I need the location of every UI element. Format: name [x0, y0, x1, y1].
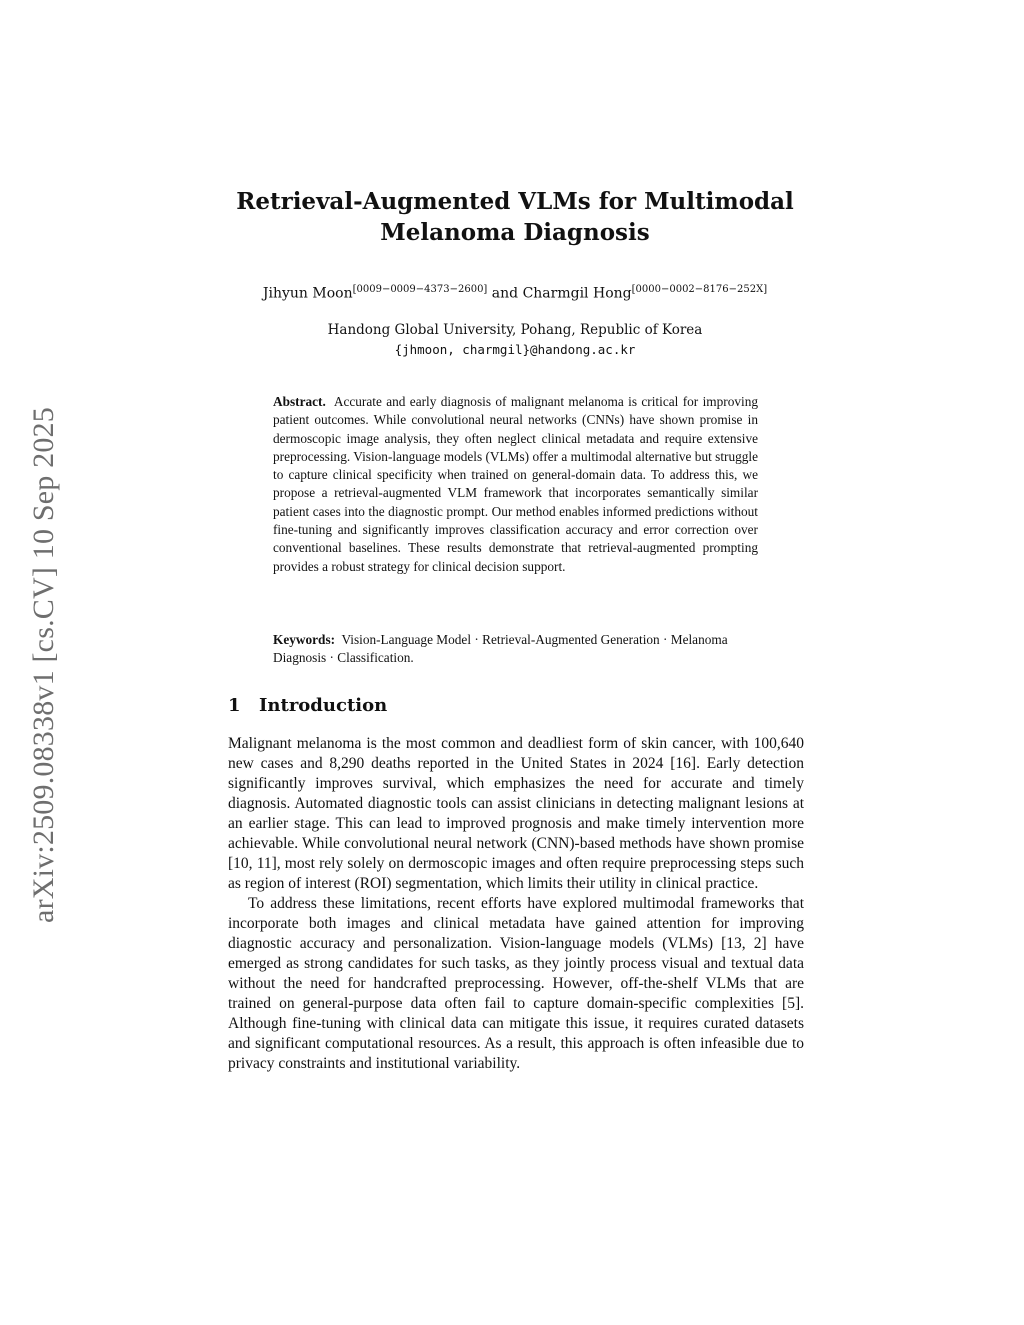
- author-list: [160, 284, 870, 302]
- abstract-text: Accurate and early diagnosis of malignant melanoma is critical for improving patient outcomes. While convolutional neural networks (CNNs) have shown promise in dermoscopic image analysis, they often neglect clinical metadata and require extensive preprocessing. Vision-language models (VLMs) offer a multimodal alternative but struggle to capture clinical specificity when trained on general-domain data. To address this, we propose a retrieval-augmented VLM framework that incorporates semantically similar patient cases into the diagnostic prompt. Our method enables informed predictions without fine-tuning and significantly improves classification accuracy and error correction over conventional baselines. These results demonstrate that retrieval-augmented prompting provides a robust strategy for clinical decision support.: [273, 394, 758, 574]
- author-email[interactable]: {jhmoon, charmgil}@handong.ac.kr: [394, 342, 636, 357]
- affiliation-block: [260, 320, 770, 360]
- author-2-name: Charmgil Hong: [522, 285, 632, 302]
- section-number: 1: [228, 695, 241, 716]
- abstract: [273, 393, 758, 576]
- author-2-orcid[interactable]: [0000−0002−8176−252X]: [631, 284, 768, 295]
- keywords-text: Vision-Language Model · Retrieval-Augmented Generation · Melanoma Diagnosis · Classification.: [273, 632, 728, 666]
- arxiv-identifier[interactable]: arXiv:2509.08338v1 [cs.CV] 10 Sep 2025: [27, 407, 60, 923]
- abstract-label: Abstract.: [273, 394, 326, 409]
- paragraph-1: Malignant melanoma is the most common and deadliest form of skin cancer, with 100,640 new cases and 8,290 deaths reported in the United States in 2024 [16]. Early detection significantly improves survival, which emphasizes the need for accurate and timely diagnosis. Automated diagnostic tools can assist clinicians in detecting malignant lesions at an earlier stage. This can lead to improved prognosis and make timely intervention more achievable. While convolutional neural network (CNN)-based methods have shown promise [10, 11], most rely solely on dermoscopic images and often require preprocessing steps such as region of interest (ROI) segmentation, which limits their utility in clinical practice.: [228, 735, 804, 892]
- title-line-2: Melanoma Diagnosis: [380, 219, 650, 246]
- keywords: [273, 631, 758, 668]
- introduction-body: [228, 734, 804, 1074]
- section-heading: [228, 695, 628, 716]
- affiliation-institution: Handong Global University, Pohang, Republic of Korea: [327, 322, 703, 338]
- paragraph-2: To address these limitations, recent efforts have explored multimodal frameworks that incorporate both images and clinical metadata have gained attention for improving diagnostic accuracy and personalization. Vision-language models (VLMs) [13, 2] have emerged as strong candidates for such tasks, as they jointly process visual and textual data without the need for handcrafted preprocessing. However, off-the-shelf VLMs that are trained on general-purpose data often fail to capture domain-specific complexities [5]. Although fine-tuning with clinical data can mitigate this issue, it requires curated datasets and significant computational resources. As a result, this approach is often infeasible due to privacy constraints and institutional variability.: [228, 895, 804, 1072]
- keywords-label: Keywords:: [273, 632, 336, 647]
- paper-title: [200, 186, 830, 248]
- author-joiner: and: [487, 285, 523, 302]
- author-1-orcid[interactable]: [0009−0009−4373−2600]: [352, 284, 488, 295]
- title-line-1: Retrieval-Augmented VLMs for Multimodal: [236, 188, 794, 215]
- author-1-name: Jihyun Moon: [262, 285, 353, 302]
- section-title: Introduction: [259, 695, 388, 716]
